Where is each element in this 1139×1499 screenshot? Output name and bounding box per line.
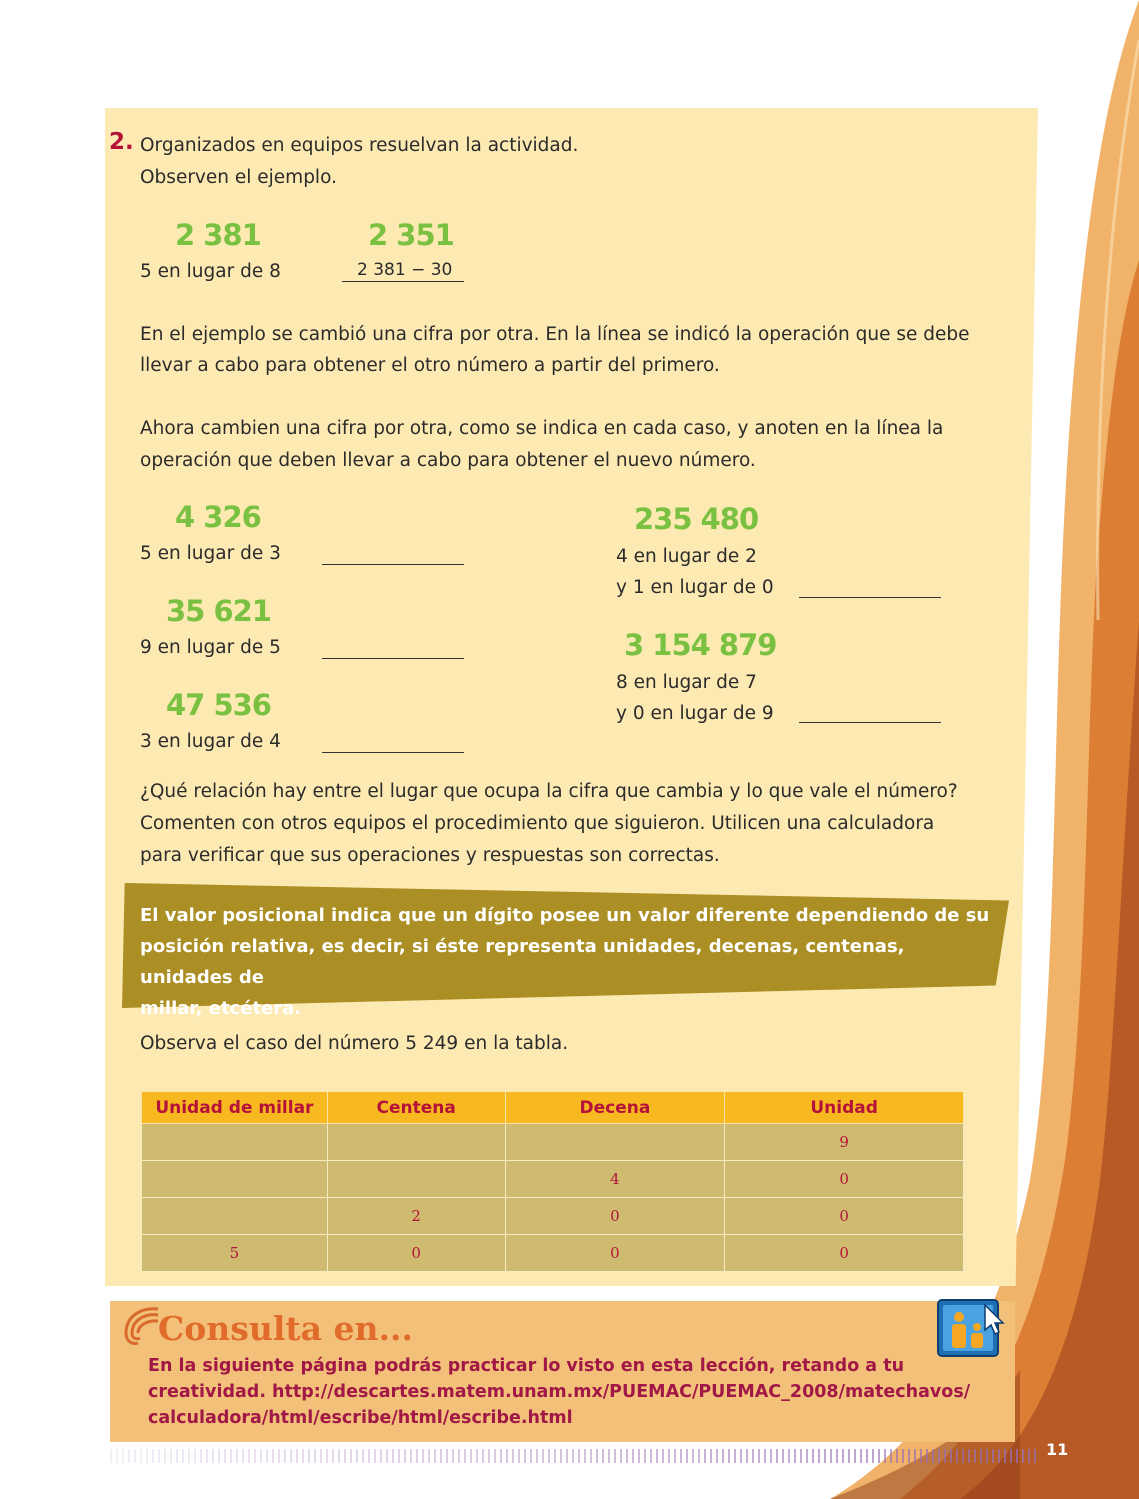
exercise-5-instruction-2: y 0 en lugar de 9 bbox=[616, 703, 774, 724]
paragraph-2-line-2: operación que deben llevar a cabo para obtener el nuevo número. bbox=[140, 450, 756, 471]
page-number: 11 bbox=[1046, 1440, 1069, 1459]
question-line-1: ¿Qué relación hay entre el lugar que ocupa la cifra que cambia y lo que vale el número? bbox=[140, 781, 958, 802]
table-row: 5 0 0 0 bbox=[142, 1235, 964, 1272]
exercise-3-instruction: 3 en lugar de 4 bbox=[140, 731, 281, 752]
definition-term: valor posicional bbox=[164, 905, 325, 926]
question-line-2: Comenten con otros equipos el procedimiento que siguieron. Utilicen una calculadora bbox=[140, 813, 935, 834]
paragraph-1-line-2: llevar a cabo para obtener el otro número a partir del primero. bbox=[140, 355, 720, 376]
definition-text bbox=[140, 900, 1000, 1024]
exercise-2-instruction: 9 en lugar de 5 bbox=[140, 637, 281, 658]
consulta-link-line-2[interactable]: creatividad. http://descartes.matem.unam.mx/PUEMAC/PUEMAC_2008/matechavos/ bbox=[148, 1382, 971, 1402]
exercise-5-instruction-1: 8 en lugar de 7 bbox=[616, 672, 757, 693]
exercise-5-number: 3 154 879 bbox=[624, 628, 777, 662]
exercise-4-answer-line[interactable] bbox=[799, 597, 941, 598]
table-row: 4 0 bbox=[142, 1161, 964, 1198]
exercise-2-number: 35 621 bbox=[166, 594, 271, 628]
exercise-1-answer-line[interactable] bbox=[322, 564, 464, 565]
example-instruction: 5 en lugar de 8 bbox=[140, 261, 281, 282]
consulta-link-line-3[interactable]: calculadora/html/escribe/html/escribe.html bbox=[148, 1408, 573, 1428]
header-unidad: Unidad bbox=[725, 1092, 964, 1124]
bottom-stripe bbox=[110, 1449, 1040, 1463]
exercise-1-number: 4 326 bbox=[175, 500, 261, 534]
exercise-4-instruction-1: 4 en lugar de 2 bbox=[616, 546, 757, 567]
table-header-row bbox=[142, 1092, 964, 1124]
consulta-title: Consulta en... bbox=[158, 1309, 413, 1348]
consulta-text bbox=[148, 1353, 1008, 1431]
definition-line-3: millar, etcétera. bbox=[140, 998, 302, 1019]
paragraph-1-line-1: En el ejemplo se cambió una cifra por otra. En la línea se indicó la operación que se debe bbox=[140, 324, 970, 345]
question-line-3: para verificar que sus operaciones y respuestas son correctas. bbox=[140, 845, 720, 866]
intro-line-1: Organizados en equipos resuelvan la actividad. bbox=[140, 135, 579, 156]
definition-line-1: El valor posicional indica que un dígito posee un valor diferente dependiendo de su bbox=[140, 905, 990, 926]
definition-line-2: posición relativa, es decir, si éste representa unidades, decenas, centenas, unidades de bbox=[140, 936, 905, 988]
example-operation: 2 381 − 30 bbox=[357, 260, 453, 280]
header-decena: Decena bbox=[505, 1092, 725, 1124]
consulta-line-1: En la siguiente página podrás practicar lo visto en esta lección, retando a tu bbox=[148, 1356, 905, 1376]
exercise-5-answer-line[interactable] bbox=[799, 722, 941, 723]
table-row: 9 bbox=[142, 1124, 964, 1161]
example-changed-number: 2 351 bbox=[368, 218, 454, 252]
header-unidad-de-millar: Unidad de millar bbox=[142, 1092, 328, 1124]
exercise-3-answer-line[interactable] bbox=[322, 752, 464, 753]
example-original-number: 2 381 bbox=[175, 218, 261, 252]
family-computer-icon[interactable] bbox=[937, 1299, 1005, 1359]
exercise-4-number: 235 480 bbox=[634, 502, 759, 536]
paragraph-2-line-1: Ahora cambien una cifra por otra, como se indica en cada caso, y anoten en la línea la bbox=[140, 418, 944, 439]
table-row: 2 0 0 bbox=[142, 1198, 964, 1235]
observe-text: Observa el caso del número 5 249 en la tabla. bbox=[140, 1033, 569, 1054]
place-value-table bbox=[141, 1091, 964, 1272]
exercise-3-number: 47 536 bbox=[166, 688, 271, 722]
activity-number: 2. bbox=[109, 129, 134, 155]
header-centena: Centena bbox=[327, 1092, 505, 1124]
intro-line-2: Observen el ejemplo. bbox=[140, 167, 337, 188]
exercise-2-answer-line[interactable] bbox=[322, 658, 464, 659]
exercise-4-instruction-2: y 1 en lugar de 0 bbox=[616, 577, 774, 598]
exercise-1-instruction: 5 en lugar de 3 bbox=[140, 543, 281, 564]
